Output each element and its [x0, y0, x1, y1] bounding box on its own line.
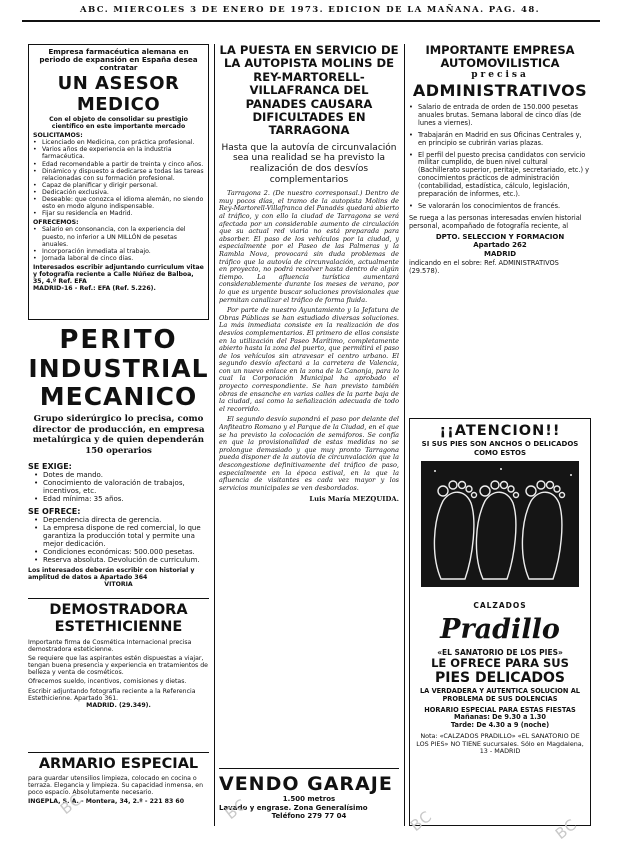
demo-title-2: ESTETHICIENNE [54, 619, 183, 635]
admin-dept: DPTO. SELECCION Y FORMACION [435, 232, 565, 241]
list-item: • Capaz de planificar y dirigir personal. [33, 182, 204, 189]
admin-apartado: Apartado 262 [473, 241, 527, 250]
list-item: • Edad recomendable a partir de treinta y cinco años. [33, 161, 204, 168]
header-rule [22, 20, 600, 22]
list-item: • Varios años de experiencia en la industria farmacéutica. [33, 146, 204, 160]
article-paragraph-2: Por parte de nuestro Ayuntamiento y la Jefatura de Obras Públicas se han estudiado diversas soluciones. La más inmediata consiste en la realización de dos desvíos complementarios. El primero de ellos consiste en la utilización del Paseo Marítimo, completamente abierto hasta la zona del puerto, que permitirá el paso de los vehículos sin atravesar el centro urbano. El segundo desvío afectará a la carretera de Valencia, con un nuevo enlace en la zona de la Canonja, para lo cual la Corporación Municipal ha aprobado el proyecto correspondiente. Se han previsto también obras de ensanche en varias calles de la parte baja de la ciudad, así como la señalización adecuada de todo el recorrido. [219, 306, 399, 413]
asesor-intro: Empresa farmacéutica alemana en periodo de expansión en España desea contratar [39, 47, 198, 72]
pradillo-pies: PIES DELICADOS [434, 670, 566, 686]
perito-exige-list [34, 471, 209, 503]
asesor-ref: MADRID-16 - Ref.: EFA (Ref. 5.226). [33, 285, 156, 293]
list-item: • Dinámico y dispuesto a dedicarse a todas las tareas relacionadas con su formación profesional. [33, 168, 204, 182]
admin-title-2: AUTOMOVILISTICA [440, 56, 560, 70]
ad-demostradora [28, 598, 209, 749]
list-item: • Conocimiento de valoración de trabajos, incentivos, etc. [34, 479, 209, 495]
asesor-title: UN ASESOR MEDICO [57, 73, 180, 115]
pradillo-sanatorio: «EL SANATORIO DE LOS PIES» [437, 648, 563, 657]
pradillo-nota: Nota: «CALZADOS PRADILLO» «EL SANATORIO DE LOS PIES» NO TIENE sucursales. Sólo en Magdalena, 13 - MADRID [416, 731, 584, 756]
article-paragraph-3: El segundo desvío supondrá el paso por delante del Anfiteatro Romano y el Parque de la Ciudad, en el que se ha previsto la colocación de semáforos. Se confía en que la provisionalidad de estas medidas no se prolongue demasiado y que muy pronto Tarragona pueda disponer de la autovía de circunvalación que la descongestione definitivamente del tráfico de paso, especialmente en la época estival, en la que la afluencia de visitantes es cada vez mayor y los servicios municipales se ven desbordados. [219, 415, 399, 492]
list-item: • Licenciado en Medicina, con práctica profesional. [33, 139, 204, 146]
asesor-offers [33, 226, 204, 261]
list-item: • Edad mínima: 35 años. [34, 495, 209, 503]
watermark-stamp: BC [551, 814, 581, 844]
armario-body: para guardar utensilios limpieza, colocado en cocina o terraza. Elegancia y limpieza. Su capacidad inmensa, en poco espacio. Absolutamente necesario. [28, 775, 203, 797]
article-paragraph-1: Tarragona 2. (De nuestro corresponsal.) Dentro de muy pocos días, el tramo de la autopista Molins de Rey-Martorell-Villafranca del Panadés quedará abierto al tráfico, y con ello la ciudad de Tarragona se verá afectada por un considerable aumento de circulación que su actual red viaria no está preparada para absorber. El paso de los vehículos por la ciudad, y especialmente por el Paseo de las Palmeras y la Rambla Nova, provocará sin duda problemas de tráfico que la autovía de circunvalación, actualmente en proyecto, no podrá resolver hasta dentro de algún tiempo. La afluencia turística aumentará considerablemente durante los meses de verano, por lo que es urgente buscar soluciones provisionales que permitan canalizar el tráfico de forma fluida. [219, 189, 399, 304]
armario-title: ARMARIO ESPECIAL [38, 756, 199, 772]
pradillo-question: SI SUS PIES SON ANCHOS O DELICADOS COMO ESTOS [421, 440, 579, 457]
perito-title-2: INDUSTRIAL [28, 354, 209, 383]
pradillo-attention: ¡¡ATENCION!! [439, 423, 561, 439]
admin-points [409, 104, 591, 211]
list-item: • Condiciones económicas: 500.000 pesetas. [34, 548, 209, 556]
admin-title-1: IMPORTANTE EMPRESA [425, 44, 575, 57]
article-lead: Hasta que la autovía de circunvalación sea una realidad se ha previsto la realización de dos desvíos complementarios [221, 142, 397, 185]
list-item: • La empresa dispone de red comercial, lo que garantiza la producción total y permite una mejor dedicación. [34, 524, 209, 548]
watermark-stamp: BC [406, 806, 436, 836]
ad-vendo-garaje [219, 768, 399, 827]
list-item: • Deseable: que conozca el idioma alemán, no siendo esto en modo alguno indispensable. [33, 196, 204, 210]
admin-ref: indicando en el sobre: Ref. ADMINISTRATIVOS (29.578). [409, 259, 559, 276]
watermark-stamp: BC [221, 794, 251, 824]
demo-body-3: Ofrecemos sueldo, incentivos, comisiones y dietas. [28, 678, 187, 686]
list-item: • Trabajarán en Madrid en sus Oficinas Centrales y, en principio se cubrirán varias plazas. [409, 132, 591, 148]
perito-exige-label: SE EXIGE: [28, 462, 72, 471]
admin-title-3: ADMINISTRATIVOS [412, 81, 588, 100]
article-title: LA PUESTA EN SERVICIO DE LA AUTOPISTA MOLINS DE REY-MARTORELL-VILLAFRANCA DEL PANADES CAUSARA DIFICULTADES EN TARRAGONA [219, 44, 399, 138]
column-divider-left [214, 44, 215, 826]
ad-asesor-medico [28, 44, 209, 320]
list-item: • Salario de entrada de orden de 150.000 pesetas anuales brutas. Semana laboral de cinco días (de lunes a viernes). [409, 104, 591, 128]
list-item: • Dedicación exclusiva. [33, 189, 204, 196]
list-item: • Salario en consonancia, con la experiencia del puesto, no inferior a UN MILLÓN de pesetas anuales. [33, 226, 204, 247]
list-item: • Dependencia directa de gerencia. [34, 516, 209, 524]
perito-title-3: MECANICO [39, 382, 198, 411]
garaje-size: 1.500 metros [282, 795, 336, 803]
page-header: ABC. MIERCOLES 3 DE ENERO DE 1973. EDICION DE LA MAÑANA. PAG. 48. [79, 5, 541, 15]
list-item: • Fijar su residencia en Madrid. [33, 210, 204, 217]
pradillo-brand: Pradillo [440, 614, 560, 645]
asesor-requirements [33, 139, 204, 217]
admin-footer: Se ruega a las personas interesadas envíen historial personal, acompañado de fotografía reciente, al [409, 213, 582, 230]
perito-footer: Los interesados deberán escribir con historial y amplitud de datos a Apartado 364 [28, 567, 195, 582]
perito-city: VITORIA [104, 581, 133, 589]
article-signature: Luis María MEZQUIDA. [309, 495, 399, 504]
garaje-body: Lavado y engrase. Zona Generalísimo [219, 804, 368, 812]
asesor-offer-label: OFRECEMOS: [33, 219, 79, 227]
pradillo-manana: Mañanas: De 9.30 a 1.30 [454, 713, 546, 722]
watermark-stamp: BC [56, 789, 86, 819]
list-item: • Incorporación inmediata al trabajo. [33, 248, 204, 255]
admin-city: MADRID [484, 249, 516, 258]
garaje-title: VENDO GARAJE [219, 773, 393, 795]
demo-title-1: DEMOSTRADORA [49, 602, 188, 618]
ad-calzados-pradillo [409, 418, 591, 826]
pradillo-ofrece: LE OFRECE PARA SUS [431, 656, 569, 670]
ad-perito-industrial [28, 326, 209, 594]
garaje-phone: Teléfono 279 77 04 [271, 812, 347, 820]
list-item: • El perfil del puesto precisa candidatos con servicio militar cumplido, de buen nivel cultural (Bachillerato superior, peritaje, secretariado, etc.) y conocimientos prácticos de administración (contabilidad, estadística, cálculo, legislación, preparación de informes, etc.). [409, 152, 591, 199]
pradillo-solucion: LA VERDADERA Y AUTENTICA SOLUCION AL PROBLEMA DE SUS DOLENCIAS [419, 687, 581, 703]
column-divider-right [404, 44, 405, 826]
list-item: • Se valorarán los conocimientos de francés. [409, 203, 591, 211]
pradillo-brand-row [414, 595, 586, 645]
perito-ofrece-label: SE OFRECE: [28, 507, 81, 516]
armario-footer: INGEPLA, S. A. - Montera, 34, 2.º - 221 83 60 [28, 798, 185, 806]
list-item: • Jornada laboral de cinco días. [33, 255, 204, 262]
admin-precisa: precisa [471, 70, 529, 80]
perito-title-1: PERITO [59, 326, 178, 355]
demo-body-2: Se requiere que las aspirantes estén dispuestas a viajar, tengan buena presencia y experiencia en tratamientos de belleza y venta de cosméticos. [28, 655, 208, 677]
pradillo-horario: HORARIO ESPECIAL PARA ESTAS FIESTAS [424, 705, 576, 714]
asesor-req-label: SOLICITAMOS: [33, 132, 83, 140]
pradillo-tarde: Tarde: De 4.30 a 9 (noche) [450, 721, 550, 730]
perito-ofrece-list [34, 516, 209, 564]
demo-body-1: Importante firma de Cosmética Internacional precisa demostradora esteticienne. [28, 639, 192, 654]
ad-armario [28, 752, 209, 827]
demo-footer: Escribir adjuntando fotografía reciente a la Referencia Estethicienne. Apartado 361. [28, 687, 196, 702]
asesor-footer: Interesados escribir adjuntando curriculum vitae y fotografía reciente a Calle Núñez de Balboa, 35, 4.º Ref. EFA [33, 263, 204, 286]
feet-illustration [421, 461, 579, 587]
demo-city: MADRID. (29.349). [86, 701, 151, 709]
perito-intro: Grupo siderúrgico lo precisa, como director de producción, en empresa metalúrgica y de quien dependerán 150 operarios [32, 414, 205, 456]
asesor-subtitle: Con el objeto de consolidar su prestigio científico en este importante mercado [49, 116, 188, 131]
pradillo-calzados: CALZADOS [473, 601, 527, 610]
list-item: • Dotes de mando. [34, 471, 209, 479]
list-item: • Reserva absoluta. Devolución de curriculum. [34, 556, 209, 564]
ad-administrativos [409, 44, 591, 414]
news-article [219, 44, 399, 764]
